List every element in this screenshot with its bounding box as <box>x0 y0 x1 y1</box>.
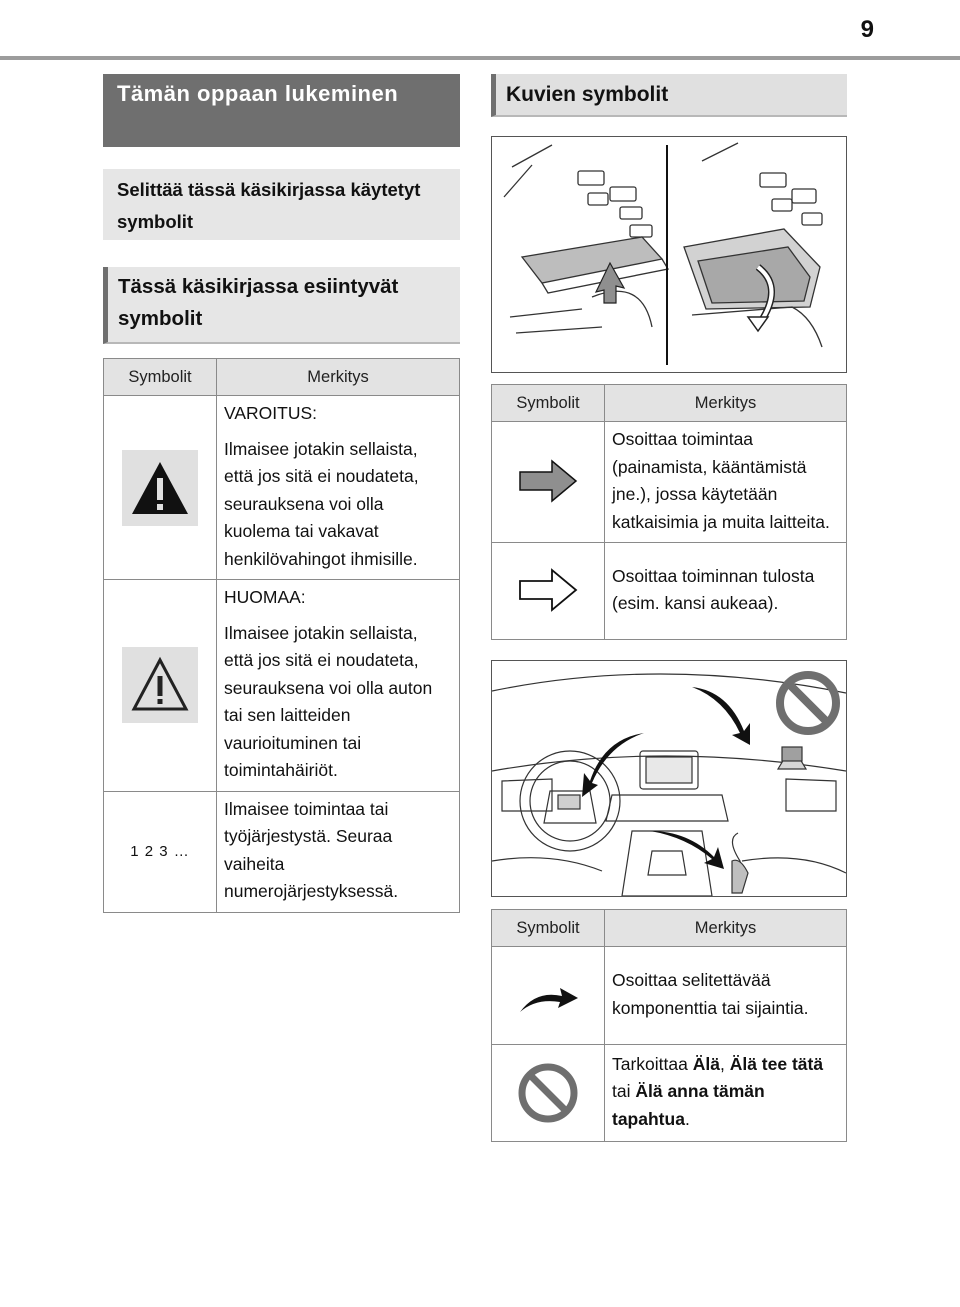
pointer-arrow-text: Osoittaa selitettävää komponenttia tai sijaintia. <box>612 970 809 1018</box>
symbols-table <box>103 358 460 913</box>
illustration-symbols-table-2 <box>491 909 847 1142</box>
filled-arrow-icon <box>516 457 580 507</box>
column-header-meaning: Merkitys <box>605 910 847 947</box>
right-column <box>491 74 847 1142</box>
section-heading: Tässä käsikirjassa esiintyvät symbolit <box>103 267 460 344</box>
outline-arrow-icon <box>516 566 580 616</box>
step-numbers-symbol: 1 2 3 … <box>130 843 190 861</box>
table-row <box>492 947 847 1045</box>
main-heading: Tämän oppaan lukeminen <box>103 74 460 147</box>
column-header-meaning: Merkitys <box>605 385 847 422</box>
prohibition-text-part: , <box>719 1053 730 1074</box>
prohibition-icon <box>517 1062 579 1124</box>
left-column <box>103 74 460 913</box>
table-header-row <box>104 359 460 396</box>
caution-title: HUOMAA: <box>224 587 306 607</box>
table-row <box>104 791 460 912</box>
symbol-cell <box>104 396 217 580</box>
page-number: 9 <box>860 16 874 43</box>
column-header-meaning: Merkitys <box>217 359 460 396</box>
meaning-cell <box>605 543 847 640</box>
prohibition-text-bold: Älä tee tätä <box>729 1053 824 1074</box>
sub-heading: Selittää tässä käsikirjassa käytetyt symbolit <box>103 169 460 240</box>
table-row <box>492 543 847 640</box>
prohibition-text-part: tai <box>612 1081 636 1102</box>
column-header-symbols: Symbolit <box>492 385 605 422</box>
prohibition-text-bold: Älä anna tämän tapahtua <box>612 1081 765 1129</box>
symbol-cell <box>492 947 605 1045</box>
symbol-cell <box>492 1045 605 1142</box>
column-header-symbols: Symbolit <box>492 910 605 947</box>
table-header-row <box>492 385 847 422</box>
console-cover-illustration <box>491 136 847 373</box>
symbol-cell <box>104 791 217 912</box>
symbol-cell <box>104 580 217 792</box>
warning-title: VAROITUS: <box>224 403 318 423</box>
warning-triangle-outline-icon <box>122 647 198 723</box>
caution-text: Ilmaisee jotakin sellaista, että jos sitä ei noudateta, seurauksena voi olla auton tai sen laitteiden vaurioituminen tai toimintahäiriöt. <box>224 622 433 780</box>
filled-arrow-text: Osoittaa toimintaa (painamista, kääntämistä jne.), jossa käytetään katkaisimia ja muita laitteita. <box>612 429 830 532</box>
prohibition-text-bold: Älä <box>692 1053 720 1074</box>
warning-text: Ilmaisee jotakin sellaista, että jos sitä ei noudateta, seurauksena voi olla kuolema tai vakavat henkilövahingot ihmisille. <box>224 438 419 569</box>
table-row <box>492 422 847 543</box>
meaning-cell <box>605 422 847 543</box>
meaning-cell <box>605 1045 847 1142</box>
illustration-symbols-table-1 <box>491 384 847 640</box>
meaning-cell <box>217 396 460 580</box>
meaning-cell <box>217 580 460 792</box>
dashboard-illustration <box>491 660 847 897</box>
table-row <box>104 580 460 792</box>
symbol-cell <box>492 543 605 640</box>
meaning-cell <box>217 791 460 912</box>
right-heading: Kuvien symbolit <box>491 74 847 117</box>
table-row <box>492 1045 847 1142</box>
table-header-row <box>492 910 847 947</box>
symbol-cell <box>492 422 605 543</box>
column-header-symbols: Symbolit <box>104 359 217 396</box>
table-row <box>104 396 460 580</box>
warning-triangle-filled-icon <box>122 450 198 526</box>
prohibition-text <box>612 1051 838 1134</box>
prohibition-text-part: . <box>684 1108 690 1129</box>
meaning-cell <box>605 947 847 1045</box>
outline-arrow-text: Osoittaa toiminnan tulosta (esim. kansi aukeaa). <box>612 565 815 613</box>
steps-text: Ilmaisee toimintaa tai työjärjestystä. Seuraa vaiheita numerojärjestyksessä. <box>224 798 399 901</box>
top-rule <box>0 56 960 60</box>
curved-pointer-arrow-icon <box>516 976 580 1016</box>
prohibition-text-part: Tarkoittaa <box>612 1053 693 1074</box>
